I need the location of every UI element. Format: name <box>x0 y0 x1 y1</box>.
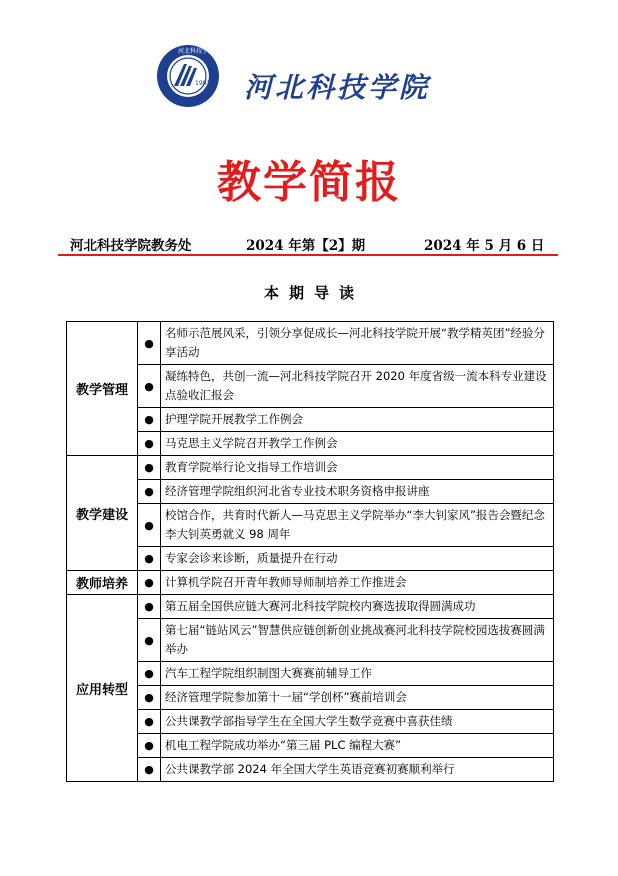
header-divider <box>58 254 558 256</box>
school-name: 河北科技学院 <box>244 71 431 104</box>
list-item[interactable]: 机电工程学院成功举办“第三届 PLC 编程大赛” <box>161 734 554 758</box>
list-item[interactable]: 护理学院开展教学工作例会 <box>161 408 554 432</box>
bullet-icon: ● <box>138 504 161 547</box>
bullet-icon: ● <box>138 456 161 480</box>
category-label: 教学管理 <box>67 322 138 456</box>
school-emblem-icon <box>156 44 220 108</box>
list-item[interactable]: 公共课教学部指导学生在全国大学生数学竞赛中喜获佳绩 <box>161 710 554 734</box>
bullet-icon: ● <box>138 322 161 365</box>
list-item[interactable]: 专家会诊来诊断，质量提升在行动 <box>161 547 554 571</box>
table-row <box>67 595 554 619</box>
list-item[interactable]: 第七届“链站风云”智慧供应链创新创业挑战赛河北科技学院校园选拔赛圆满举办 <box>161 619 554 662</box>
table-row <box>67 408 554 432</box>
table-row <box>67 365 554 408</box>
bullet-icon: ● <box>138 758 161 782</box>
bullet-icon: ● <box>138 710 161 734</box>
table-row <box>67 571 554 595</box>
list-item[interactable]: 计算机学院召开青年教师导师制培养工作推进会 <box>161 571 554 595</box>
list-item[interactable]: 教育学院举行论文指导工作培训会 <box>161 456 554 480</box>
table-row <box>67 322 554 365</box>
bullet-icon: ● <box>138 595 161 619</box>
category-label: 教师培养 <box>67 571 138 595</box>
bullet-icon: ● <box>138 408 161 432</box>
table-row <box>67 734 554 758</box>
table-row <box>67 758 554 782</box>
table-row <box>67 432 554 456</box>
list-item[interactable]: 汽车工程学院组织制图大赛赛前辅导工作 <box>161 662 554 686</box>
school-emblem-graphic <box>156 44 220 108</box>
logo-top-text: 河北科技学院 <box>178 48 215 55</box>
table-row <box>67 480 554 504</box>
list-item[interactable]: 经济管理学院参加第十一届“学创杯”赛前培训会 <box>161 686 554 710</box>
list-item[interactable]: 名师示范展风采，引领分享促成长—河北科技学院开展“教学精英团”经验分享活动 <box>161 322 554 365</box>
page-title: 教学简报 <box>217 157 401 208</box>
bullet-icon: ● <box>138 571 161 595</box>
list-item[interactable]: 公共课教学部 2024 年全国大学生英语竞赛初赛顺利举行 <box>161 758 554 782</box>
logo-year: 1991 <box>195 80 211 87</box>
table-row <box>67 686 554 710</box>
bullet-icon: ● <box>138 480 161 504</box>
list-item[interactable]: 凝练特色，共创一流—河北科技学院召开 2020 年度省级一流本科专业建设点验收汇报会 <box>161 365 554 408</box>
table-row <box>67 547 554 571</box>
bullet-icon: ● <box>138 619 161 662</box>
issue-date: 2024 年 5 月 6 日 <box>424 238 545 254</box>
list-item[interactable]: 经济管理学院组织河北省专业技术职务资格申报讲座 <box>161 480 554 504</box>
bullet-icon: ● <box>138 686 161 710</box>
issue-info <box>70 234 560 254</box>
bullet-icon: ● <box>138 662 161 686</box>
category-label: 应用转型 <box>67 595 138 782</box>
table-row <box>67 619 554 662</box>
issue-number: 2024 年第【2】期 <box>246 238 366 254</box>
list-item[interactable]: 第五届全国供应链大赛河北科技学院校内赛选拔取得圆满成功 <box>161 595 554 619</box>
list-item[interactable]: 马克思主义学院召开教学工作例会 <box>161 432 554 456</box>
category-label: 教学建设 <box>67 456 138 571</box>
guide-title: 本期导读 <box>263 284 364 302</box>
bullet-icon: ● <box>138 547 161 571</box>
bullet-icon: ● <box>138 365 161 408</box>
table-row <box>67 456 554 480</box>
publisher: 河北科技学院教务处 <box>70 238 192 254</box>
list-item[interactable]: 校馆合作，共育时代新人—马克思主义学院举办“李大钊家风”报告会暨纪念李大钊英勇就义 98 周年 <box>161 504 554 547</box>
table-row <box>67 662 554 686</box>
bullet-icon: ● <box>138 432 161 456</box>
bullet-icon: ● <box>138 734 161 758</box>
table-row <box>67 710 554 734</box>
table-row <box>67 504 554 547</box>
contents-table <box>66 321 554 782</box>
